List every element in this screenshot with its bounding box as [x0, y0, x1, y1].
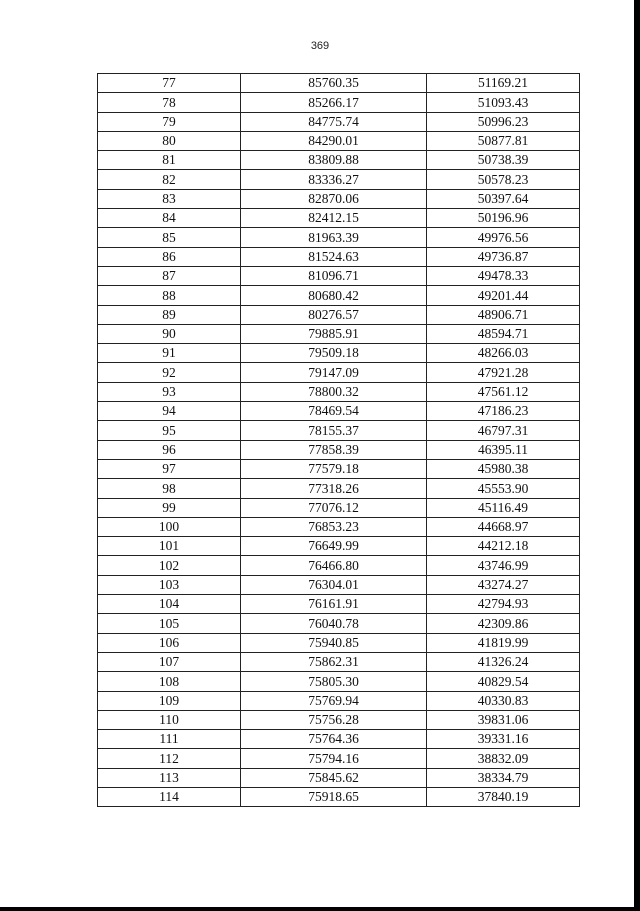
table-row — [98, 730, 580, 749]
value-cell-a: 75845.62 — [241, 768, 427, 787]
data-table-body — [98, 74, 580, 807]
row-index-cell: 95 — [98, 421, 241, 440]
table-row — [98, 189, 580, 208]
value-cell-a: 77076.12 — [241, 498, 427, 517]
table-row — [98, 112, 580, 131]
value-cell-b: 41326.24 — [427, 652, 580, 671]
row-index-cell: 100 — [98, 517, 241, 536]
value-cell-b: 38832.09 — [427, 749, 580, 768]
value-cell-a: 85266.17 — [241, 93, 427, 112]
value-cell-a: 75764.36 — [241, 730, 427, 749]
value-cell-a: 75756.28 — [241, 710, 427, 729]
table-row — [98, 363, 580, 382]
table-row — [98, 440, 580, 459]
table-row — [98, 382, 580, 401]
row-index-cell: 107 — [98, 652, 241, 671]
row-index-cell: 84 — [98, 209, 241, 228]
table-row — [98, 131, 580, 150]
value-cell-b: 44668.97 — [427, 517, 580, 536]
value-cell-b: 49736.87 — [427, 247, 580, 266]
row-index-cell: 87 — [98, 266, 241, 285]
data-table-container — [97, 73, 576, 807]
value-cell-a: 80680.42 — [241, 286, 427, 305]
table-row — [98, 672, 580, 691]
value-cell-b: 50996.23 — [427, 112, 580, 131]
table-row — [98, 93, 580, 112]
value-cell-a: 77318.26 — [241, 479, 427, 498]
table-row — [98, 421, 580, 440]
row-index-cell: 114 — [98, 787, 241, 806]
table-row — [98, 247, 580, 266]
row-index-cell: 106 — [98, 633, 241, 652]
value-cell-a: 75769.94 — [241, 691, 427, 710]
row-index-cell: 90 — [98, 324, 241, 343]
value-cell-b: 49976.56 — [427, 228, 580, 247]
value-cell-a: 76466.80 — [241, 556, 427, 575]
value-cell-a: 76161.91 — [241, 595, 427, 614]
value-cell-b: 37840.19 — [427, 787, 580, 806]
value-cell-b: 46395.11 — [427, 440, 580, 459]
row-index-cell: 77 — [98, 74, 241, 93]
row-index-cell: 96 — [98, 440, 241, 459]
value-cell-a: 75805.30 — [241, 672, 427, 691]
value-cell-a: 82870.06 — [241, 189, 427, 208]
table-row — [98, 652, 580, 671]
value-cell-a: 75862.31 — [241, 652, 427, 671]
value-cell-a: 75918.65 — [241, 787, 427, 806]
table-row — [98, 556, 580, 575]
value-cell-a: 75940.85 — [241, 633, 427, 652]
value-cell-b: 48906.71 — [427, 305, 580, 324]
page-number: 369 — [310, 40, 330, 52]
value-cell-a: 85760.35 — [241, 74, 427, 93]
row-index-cell: 86 — [98, 247, 241, 266]
table-row — [98, 305, 580, 324]
table-row — [98, 286, 580, 305]
row-index-cell: 94 — [98, 402, 241, 421]
row-index-cell: 91 — [98, 344, 241, 363]
value-cell-a: 78800.32 — [241, 382, 427, 401]
table-row — [98, 209, 580, 228]
row-index-cell: 104 — [98, 595, 241, 614]
value-cell-a: 81524.63 — [241, 247, 427, 266]
value-cell-b: 45553.90 — [427, 479, 580, 498]
value-cell-b: 48266.03 — [427, 344, 580, 363]
table-row — [98, 324, 580, 343]
row-index-cell: 111 — [98, 730, 241, 749]
row-index-cell: 108 — [98, 672, 241, 691]
value-cell-b: 48594.71 — [427, 324, 580, 343]
table-row — [98, 691, 580, 710]
value-cell-b: 51169.21 — [427, 74, 580, 93]
table-row — [98, 498, 580, 517]
table-row — [98, 479, 580, 498]
table-row — [98, 517, 580, 536]
value-cell-a: 75794.16 — [241, 749, 427, 768]
value-cell-a: 80276.57 — [241, 305, 427, 324]
value-cell-a: 78155.37 — [241, 421, 427, 440]
value-cell-a: 78469.54 — [241, 402, 427, 421]
scan-edge-bottom — [0, 907, 640, 911]
table-row — [98, 344, 580, 363]
row-index-cell: 113 — [98, 768, 241, 787]
table-row — [98, 537, 580, 556]
table-row — [98, 614, 580, 633]
scan-edge-right — [634, 0, 640, 911]
row-index-cell: 81 — [98, 151, 241, 170]
value-cell-b: 40829.54 — [427, 672, 580, 691]
value-cell-b: 46797.31 — [427, 421, 580, 440]
value-cell-a: 84290.01 — [241, 131, 427, 150]
row-index-cell: 92 — [98, 363, 241, 382]
row-index-cell: 99 — [98, 498, 241, 517]
row-index-cell: 102 — [98, 556, 241, 575]
value-cell-a: 81096.71 — [241, 266, 427, 285]
value-cell-a: 79509.18 — [241, 344, 427, 363]
value-cell-a: 77858.39 — [241, 440, 427, 459]
value-cell-b: 47921.28 — [427, 363, 580, 382]
row-index-cell: 78 — [98, 93, 241, 112]
row-index-cell: 89 — [98, 305, 241, 324]
value-cell-b: 49201.44 — [427, 286, 580, 305]
row-index-cell: 82 — [98, 170, 241, 189]
table-row — [98, 768, 580, 787]
row-index-cell: 112 — [98, 749, 241, 768]
row-index-cell: 101 — [98, 537, 241, 556]
row-index-cell: 97 — [98, 459, 241, 478]
value-cell-b: 38334.79 — [427, 768, 580, 787]
value-cell-a: 83809.88 — [241, 151, 427, 170]
row-index-cell: 98 — [98, 479, 241, 498]
row-index-cell: 109 — [98, 691, 241, 710]
value-cell-a: 81963.39 — [241, 228, 427, 247]
table-row — [98, 710, 580, 729]
row-index-cell: 80 — [98, 131, 241, 150]
value-cell-a: 76853.23 — [241, 517, 427, 536]
value-cell-b: 39331.16 — [427, 730, 580, 749]
table-row — [98, 575, 580, 594]
row-index-cell: 85 — [98, 228, 241, 247]
value-cell-a: 83336.27 — [241, 170, 427, 189]
value-cell-a: 79147.09 — [241, 363, 427, 382]
value-cell-a: 76304.01 — [241, 575, 427, 594]
table-row — [98, 459, 580, 478]
value-cell-b: 51093.43 — [427, 93, 580, 112]
table-row — [98, 266, 580, 285]
row-index-cell: 79 — [98, 112, 241, 131]
row-index-cell: 103 — [98, 575, 241, 594]
table-row — [98, 787, 580, 806]
value-cell-b: 50877.81 — [427, 131, 580, 150]
value-cell-b: 44212.18 — [427, 537, 580, 556]
table-row — [98, 170, 580, 189]
value-cell-a: 79885.91 — [241, 324, 427, 343]
value-cell-a: 84775.74 — [241, 112, 427, 131]
row-index-cell: 83 — [98, 189, 241, 208]
value-cell-b: 42309.86 — [427, 614, 580, 633]
row-index-cell: 105 — [98, 614, 241, 633]
value-cell-b: 45980.38 — [427, 459, 580, 478]
value-cell-b: 50196.96 — [427, 209, 580, 228]
value-cell-b: 42794.93 — [427, 595, 580, 614]
value-cell-b: 40330.83 — [427, 691, 580, 710]
table-row — [98, 595, 580, 614]
value-cell-a: 77579.18 — [241, 459, 427, 478]
value-cell-b: 43746.99 — [427, 556, 580, 575]
data-table — [97, 73, 580, 807]
value-cell-b: 39831.06 — [427, 710, 580, 729]
value-cell-b: 47186.23 — [427, 402, 580, 421]
value-cell-b: 43274.27 — [427, 575, 580, 594]
value-cell-a: 76040.78 — [241, 614, 427, 633]
table-row — [98, 749, 580, 768]
value-cell-b: 50397.64 — [427, 189, 580, 208]
table-row — [98, 228, 580, 247]
value-cell-b: 50738.39 — [427, 151, 580, 170]
value-cell-b: 45116.49 — [427, 498, 580, 517]
value-cell-a: 82412.15 — [241, 209, 427, 228]
table-row — [98, 151, 580, 170]
value-cell-b: 41819.99 — [427, 633, 580, 652]
row-index-cell: 110 — [98, 710, 241, 729]
value-cell-b: 47561.12 — [427, 382, 580, 401]
table-row — [98, 633, 580, 652]
table-row — [98, 402, 580, 421]
row-index-cell: 93 — [98, 382, 241, 401]
value-cell-a: 76649.99 — [241, 537, 427, 556]
table-row — [98, 74, 580, 93]
value-cell-b: 49478.33 — [427, 266, 580, 285]
value-cell-b: 50578.23 — [427, 170, 580, 189]
row-index-cell: 88 — [98, 286, 241, 305]
